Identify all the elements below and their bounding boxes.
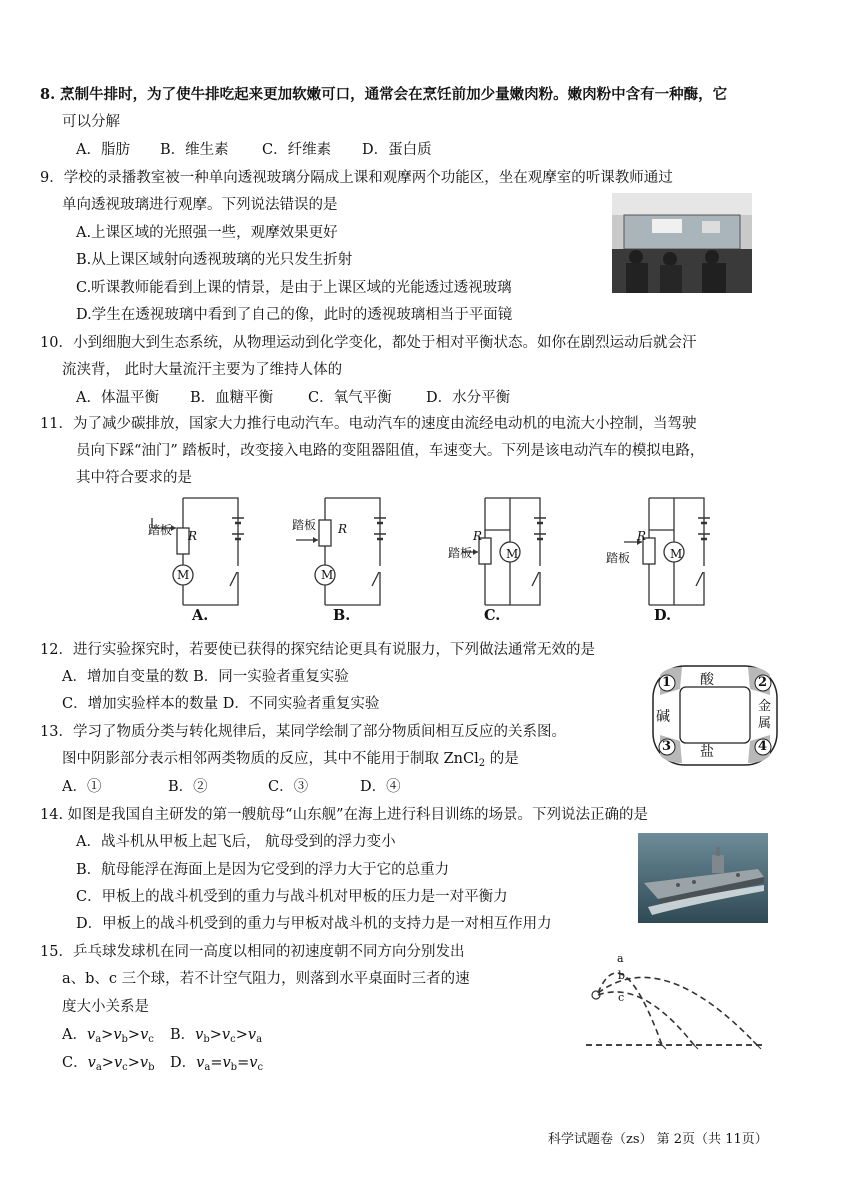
q9-option-b: B.从上课区域射向透视玻璃的光只发生折射 [76, 252, 353, 268]
circuit-a-pedal-label: 踏板 [148, 523, 173, 537]
q8-line1: 8. 烹制牛排时，为了使牛排吃起来更加软嫩可口，通常会在烹饪前加少量嫩肉粉。嫩肉粉中含有一种酶，它 [40, 86, 728, 103]
circuit-b-m-label: M [321, 568, 334, 582]
q14-option-b: B．航母能浮在海面上是因为它受到的浮力大于它的总重力 [76, 862, 450, 878]
circuit-d-label: D. [654, 607, 672, 624]
circuit-c-m-label: M [506, 547, 519, 561]
q10-option-c: C．氧气平衡 [308, 390, 392, 406]
q9-option-a: A.上课区域的光照强一些，观摩效果更好 [76, 225, 338, 241]
circuit-c-label: C. [484, 607, 501, 624]
q10-option-b: B．血糖平衡 [190, 390, 274, 406]
circuit-a [138, 490, 248, 625]
q9-line2: 单向透视玻璃进行观摩。下列说法错误的是 [62, 197, 338, 213]
q8-option-a: A．脂肪 [76, 142, 130, 158]
trajectory-label-c: c [618, 991, 625, 1004]
circuit-a-r-label: R [188, 529, 198, 543]
q13-line2 [62, 749, 519, 774]
circuit-b-label: B. [333, 607, 351, 624]
q10-option-d: D．水分平衡 [426, 390, 511, 406]
aircraft-carrier-photo [638, 833, 768, 923]
q12-options-row1: A．增加自变量的数 B．同一实验者重复实验 [62, 669, 349, 685]
circuit-a-m-label: M [177, 568, 190, 582]
q9-option-c: C.听课教师能看到上课的情景，是由于上课区域的光能透过透视玻璃 [76, 280, 512, 296]
q8-option-b: B．维生素 [160, 142, 229, 158]
diagram-number-1: 1 [662, 675, 672, 690]
trajectory-label-b: b [618, 969, 626, 982]
q14-option-d: D．甲板上的战斗机受到的重力与甲板对战斗机的支持力是一对相互作用力 [76, 916, 552, 932]
q8-option-d: D．蛋白质 [362, 142, 432, 158]
q13-line1: 13．学习了物质分类与转化规律后，某同学绘制了部分物质间相互反应的关系图。 [40, 724, 566, 740]
trajectory-diagram [582, 945, 770, 1053]
q12-options-row2: C．增加实验样本的数量 D．不同实验者重复实验 [62, 696, 380, 712]
q10-option-a: A．体温平衡 [76, 390, 159, 406]
q15-line2: a、b、c 三个球，若不计空气阻力，则落到水平桌面时三者的速 [62, 971, 470, 987]
q15-option-c: C．$v_a>v_c>v_b$ [62, 1055, 155, 1073]
q14-option-c: C．甲板上的战斗机受到的重力与战斗机对甲板的压力是一对平衡力 [76, 889, 508, 905]
circuit-d-pedal-label: 踏板 [606, 551, 631, 565]
q13-line2-text: 图中阴影部分表示相邻两类物质的反应，其中不能用于制取 ZnCl [62, 751, 479, 767]
diagram-label-acid: 酸 [700, 672, 714, 688]
diagram-number-3: 3 [662, 739, 672, 754]
q14-line1: 14. 如图是我国自主研发的第一艘航母“山东舰”在海上进行科目训练的场景。下列说法正确的是 [40, 807, 648, 823]
q15-line1: 15．乒乓球发球机在同一高度以相同的初速度朝不同方向分别发出 [40, 944, 465, 960]
q12-line1: 12．进行实验探究时，若要使已获得的探究结论更具有说服力，下列做法通常无效的是 [40, 642, 595, 658]
circuit-c-r-label: R [473, 529, 483, 543]
q8-option-c: C．纤维素 [262, 142, 332, 158]
q8-line2: 可以分解 [62, 114, 120, 130]
q11-line3: 其中符合要求的是 [76, 470, 192, 486]
q10-line2: 流浃背， 此时大量流汗主要为了维持人体的 [62, 362, 343, 378]
q13-line2-end: 的是 [485, 751, 519, 767]
q11-line2: 员向下踩“油门” 踏板时，改变接入电路的变阻器阻值，车速变大。下列是该电动汽车的模拟电路， [76, 443, 705, 459]
q13-option-a: A．① [62, 779, 102, 795]
q13-option-d: D．④ [360, 779, 401, 795]
circuit-b-r-label: R [338, 522, 348, 536]
diagram-number-4: 4 [758, 739, 768, 754]
q13-line2-subscript: 2 [478, 758, 486, 769]
page-footer: 科学试题卷（zs） 第 2页（共 11页） [548, 1132, 768, 1147]
q15-option-a: A．$v_a>v_b>v_c$ [62, 1027, 154, 1045]
q15-option-b: B．$v_b>v_c>v_a$ [170, 1027, 263, 1045]
q9-line1: 9．学校的录播教室被一种单向透视玻璃分隔成上课和观摩两个功能区，坐在观摩室的听课教师通过 [40, 170, 673, 186]
q13-option-c: C．③ [268, 779, 309, 795]
circuit-b-pedal-label: 踏板 [292, 518, 317, 532]
diagram-label-salt: 盐 [700, 744, 714, 760]
q10-line1: 10．小到细胞大到生态系统，从物理运动到化学变化，都处于相对平衡状态。如你在剧烈运动后就会汗 [40, 335, 697, 351]
circuit-d-m-label: M [670, 547, 683, 561]
diagram-label-base: 碱 [656, 709, 670, 725]
diagram-label-metal: 金属 [758, 699, 772, 731]
q14-option-a: A．战斗机从甲板上起飞后， 航母受到的浮力变小 [76, 834, 396, 850]
trajectory-label-a: a [617, 952, 624, 965]
circuit-d-r-label: R [637, 529, 647, 543]
diagram-number-2: 2 [758, 675, 768, 690]
q13-option-b: B．② [168, 779, 208, 795]
q9-option-d: D.学生在透视玻璃中看到了自己的像，此时的透视玻璃相当于平面镜 [76, 307, 513, 323]
circuit-c-pedal-label: 踏板 [448, 546, 473, 560]
q11-line1: 11．为了减少碳排放，国家大力推行电动汽车。电动汽车的速度由流经电动机的电流大小控制，当驾驶 [40, 416, 697, 432]
circuit-a-label: A. [192, 607, 209, 624]
circuit-b [290, 490, 400, 625]
q15-option-d: D．$v_a=v_b=v_c$ [170, 1055, 264, 1073]
classroom-photo [612, 193, 752, 293]
q15-line3: 度大小关系是 [62, 999, 149, 1015]
